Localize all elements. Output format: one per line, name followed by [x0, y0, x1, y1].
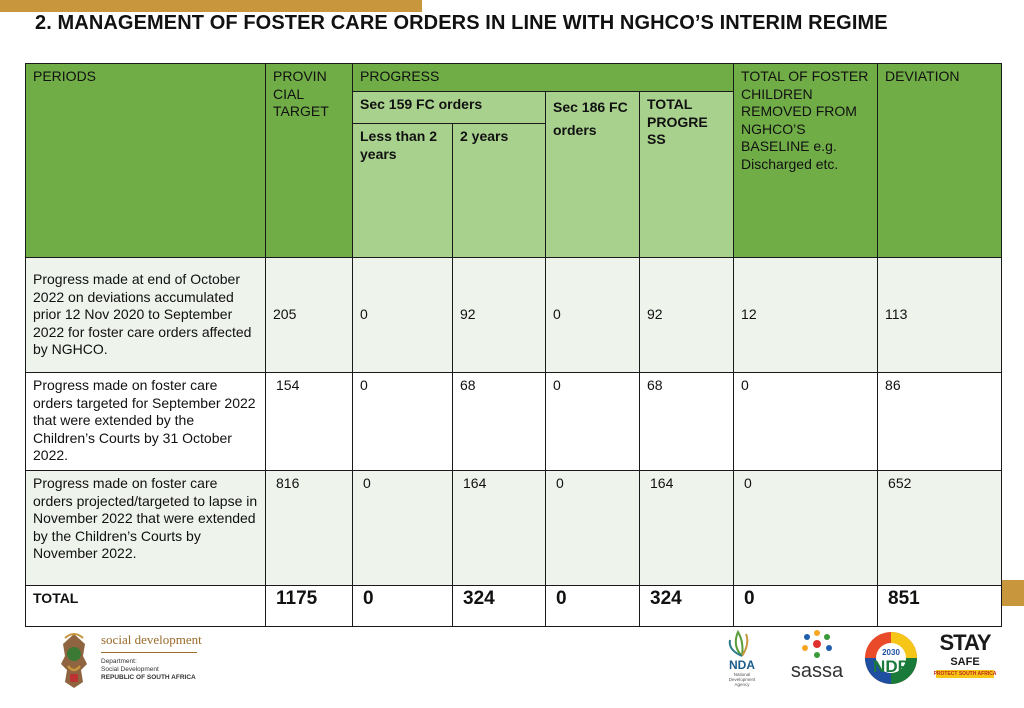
- row-less-than-2: 0: [353, 373, 453, 471]
- row-period: Progress made on foster care orders projected/targeted to lapse in November 2022 that were extended by the Children’s Courts by November 2022.: [26, 471, 266, 586]
- foster-care-orders-table: [25, 63, 1002, 627]
- total-less-than-2: 0: [353, 586, 453, 627]
- row-deviation: 652: [878, 471, 1002, 586]
- header-periods: PERIODS: [26, 64, 266, 258]
- sassa-burst-icon: [786, 628, 848, 660]
- header-sec186: Sec 186 FC orders: [546, 92, 640, 258]
- dsd-department: Department: Social Development REPUBLIC OF SOUTH AFRICA: [101, 658, 196, 681]
- row-total-progress: 68: [640, 373, 734, 471]
- nda-leaf-icon: [722, 628, 762, 658]
- row-sec186: 0: [546, 258, 640, 373]
- nda-logo: NDA National Development Agency: [722, 628, 762, 694]
- header-less-than-2-years: Less than 2 years: [353, 124, 453, 258]
- row-2-years: 68: [453, 373, 546, 471]
- table-row: [26, 258, 1002, 373]
- row-target: 205: [266, 258, 353, 373]
- side-accent-tab: [1002, 580, 1024, 606]
- page-title: 2. MANAGEMENT OF FOSTER CARE ORDERS IN LINE WITH NGHCO’S INTERIM REGIME: [35, 12, 888, 34]
- total-target: 1175: [266, 586, 353, 627]
- row-less-than-2: 0: [353, 258, 453, 373]
- top-accent-bar: [0, 0, 422, 12]
- header-total-progress: TOTAL PROGRE SS: [640, 92, 734, 258]
- row-period: Progress made on foster care orders targeted for September 2022 that were extended by the Children’s Courts by 31 October 2022.: [26, 373, 266, 471]
- row-less-than-2: 0: [353, 471, 453, 586]
- ndp-2030-logo: 2030 NDP: [863, 628, 919, 690]
- stay-safe-logo: STAY SAFE PROTECT SOUTH AFRICA: [933, 630, 997, 677]
- header-sec159: Sec 159 FC orders: [353, 92, 546, 124]
- row-sec186: 0: [546, 373, 640, 471]
- social-development-logo: [55, 630, 205, 692]
- header-provincial-target: PROVIN CIAL TARGET: [266, 64, 353, 258]
- row-total-progress: 164: [640, 471, 734, 586]
- total-row: [26, 586, 1002, 627]
- sassa-logo: sassa: [786, 628, 848, 694]
- header-total-removed: TOTAL OF FOSTER CHILDREN REMOVED FROM NGHCO’S BASELINE e.g. Discharged etc.: [734, 64, 878, 258]
- total-removed: 0: [734, 586, 878, 627]
- row-target: 154: [266, 373, 353, 471]
- dsd-name: social development: [101, 632, 202, 647]
- coat-of-arms-icon: [55, 630, 93, 690]
- header-deviation: DEVIATION: [878, 64, 1002, 258]
- row-deviation: 86: [878, 373, 1002, 471]
- row-total-progress: 92: [640, 258, 734, 373]
- total-sec186: 0: [546, 586, 640, 627]
- row-target: 816: [266, 471, 353, 586]
- dsd-divider: [101, 652, 197, 653]
- header-row-1: [26, 64, 1002, 92]
- row-period: Progress made at end of October 2022 on deviations accumulated prior 12 Nov 2020 to September 2022 for foster care orders affected by NGHCO.: [26, 258, 266, 373]
- total-deviation: 851: [878, 586, 1002, 627]
- total-label: TOTAL: [26, 586, 266, 627]
- row-sec186: 0: [546, 471, 640, 586]
- row-removed: 0: [734, 471, 878, 586]
- total-2-years: 324: [453, 586, 546, 627]
- row-2-years: 92: [453, 258, 546, 373]
- row-2-years: 164: [453, 471, 546, 586]
- footer-logos: [0, 628, 1024, 708]
- row-removed: 12: [734, 258, 878, 373]
- header-2-years: 2 years: [453, 124, 546, 258]
- row-deviation: 113: [878, 258, 1002, 373]
- row-removed: 0: [734, 373, 878, 471]
- total-progress: 324: [640, 586, 734, 627]
- table-row: [26, 373, 1002, 471]
- table-row: [26, 471, 1002, 586]
- header-progress: PROGRESS: [353, 64, 734, 92]
